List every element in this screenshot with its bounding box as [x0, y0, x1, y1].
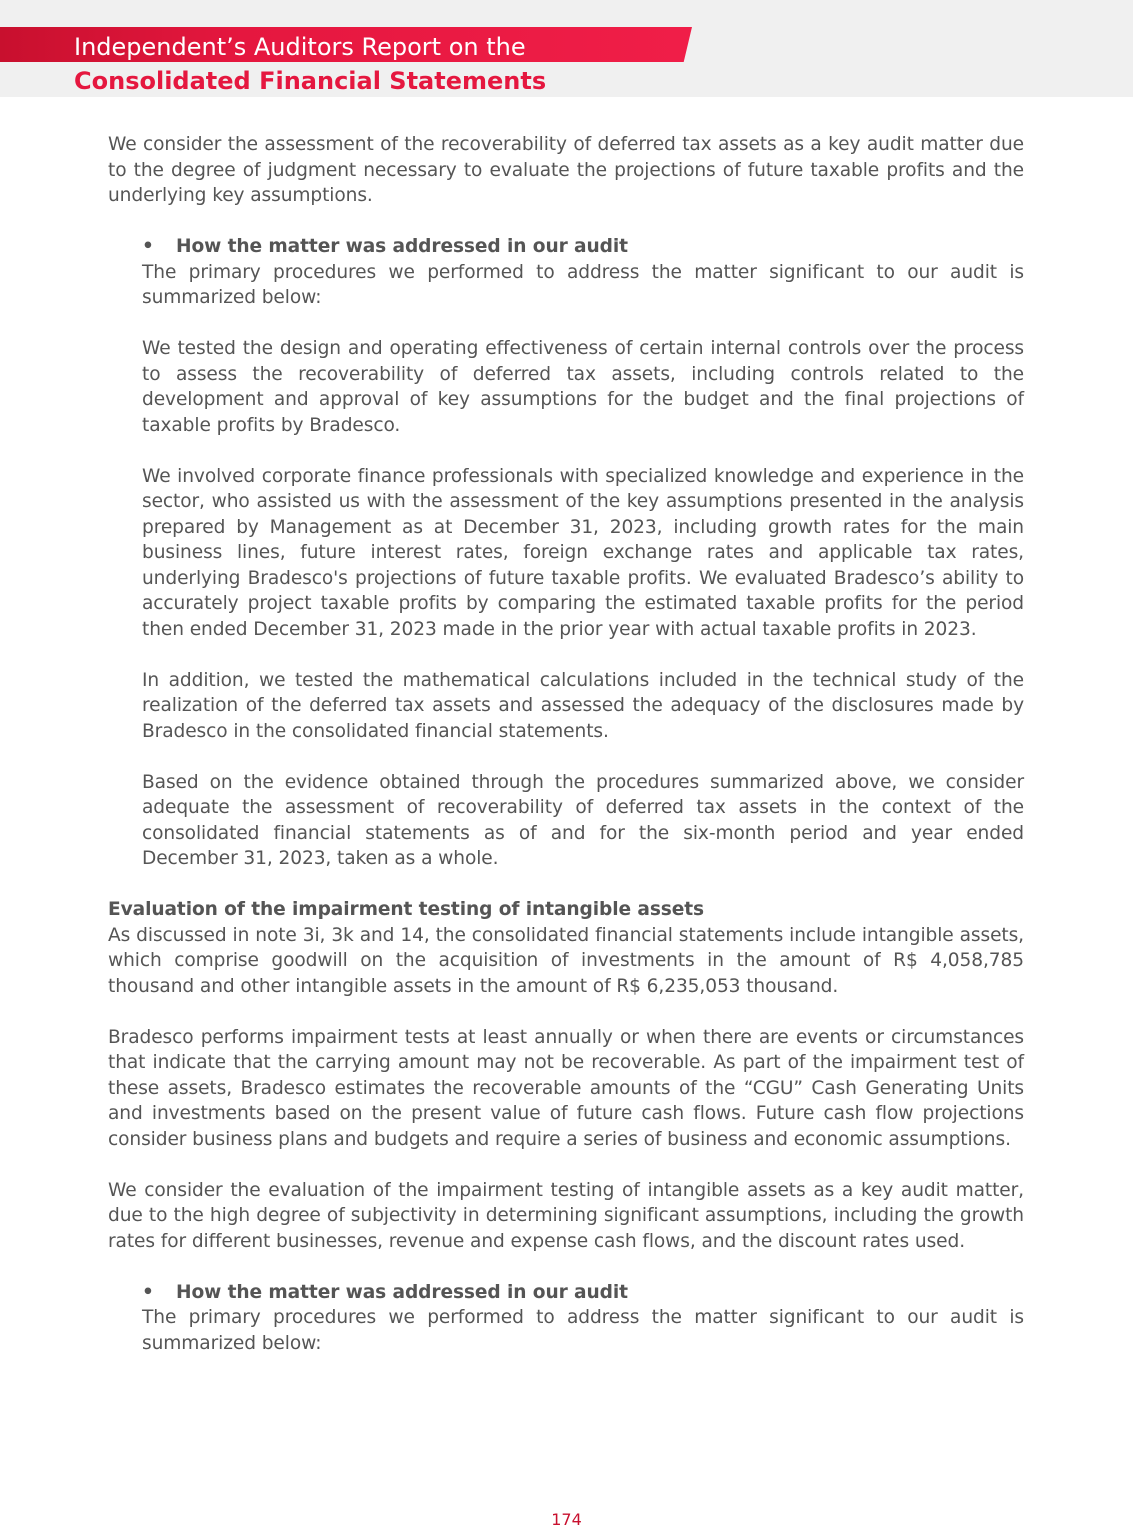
page-number: 174 — [551, 1510, 582, 1529]
paragraph: We consider the assessment of the recoverability of deferred tax assets as a key audit matter due to the degree of judgment necessary to evaluate the projections of future taxable profits and the underlying key assumptions. — [108, 134, 1024, 206]
paragraph: The primary procedures we performed to address the matter significant to our audit is summarized below: — [142, 1307, 1024, 1354]
bullet-heading-text: How the matter was addressed in our audit — [176, 236, 628, 257]
paragraph: We tested the design and operating effectiveness of certain internal controls over the process to assess the recoverability of deferred tax assets, including controls related to the development and approval of key assumptions for the budget and the final projections of taxable profits by Bradesco. — [142, 338, 1024, 436]
bullet-heading — [142, 1280, 1024, 1306]
paragraph: Based on the evidence obtained through the procedures summarized above, we consider adequate the assessment of recoverability of deferred tax assets in the context of the consolidated financial statements as of and for the six-month period and year ended December 31, 2023, taken as a whole. — [142, 771, 1024, 869]
section-heading: Evaluation of the impairment testing of intangible assets — [108, 899, 705, 920]
paragraph: In addition, we tested the mathematical calculations included in the technical study of the realization of the deferred tax assets and assessed the adequacy of the disclosures made by Bradesco in the consolidated financial statements. — [142, 669, 1024, 742]
bullet-heading-text: How the matter was addressed in our audit — [176, 1281, 628, 1303]
paragraph: The primary procedures we performed to address the matter significant to our audit is summarized below: — [142, 261, 1024, 308]
bullet-icon: • — [142, 236, 154, 257]
bullet-icon: • — [142, 1281, 154, 1303]
bullet-heading — [142, 234, 1024, 260]
header-title-line2: Consolidated Financial Statements — [74, 67, 547, 95]
document-body — [108, 132, 1024, 1356]
paragraph: As discussed in note 3i, 3k and 14, the consolidated financial statements include intangible assets, which comprise goodwill on the acquisition of investments in the amount of R$ 4,058,785 thousand and other intangible assets in the amount of R$ 6,235,053 thousand. — [108, 924, 1024, 997]
paragraph: We consider the evaluation of the impairment testing of intangible assets as a key audit matter, due to the high degree of subjectivity in determining significant assumptions, including the growth rates for different businesses, revenue and expense cash flows, and the discount rates used. — [108, 1179, 1024, 1252]
paragraph: Bradesco performs impairment tests at least annually or when there are events or circumstances that indicate that the carrying amount may not be recoverable. As part of the impairment test of these assets, Bradesco estimates the recoverable amounts of the “CGU” Cash Generating Units and investments based on the present value of future cash flows. Future cash flow projections consider business plans and budgets and require a series of business and economic assumptions. — [108, 1026, 1024, 1150]
header-title-line1: Independent’s Auditors Report on the — [74, 33, 526, 61]
paragraph: We involved corporate finance professionals with specialized knowledge and experience in the sector, who assisted us with the assessment of the key assumptions presented in the analysis prepared by Management as at December 31, 2023, including growth rates for the main business lines, future interest rates, foreign exchange rates and applicable tax rates, underlying Bradesco's projections of future taxable profits. We evaluated Bradesco’s ability to accurately project taxable profits by comparing the estimated taxable profits for the period then ended December 31, 2023 made in the prior year with actual taxable profits in 2023. — [142, 465, 1024, 640]
